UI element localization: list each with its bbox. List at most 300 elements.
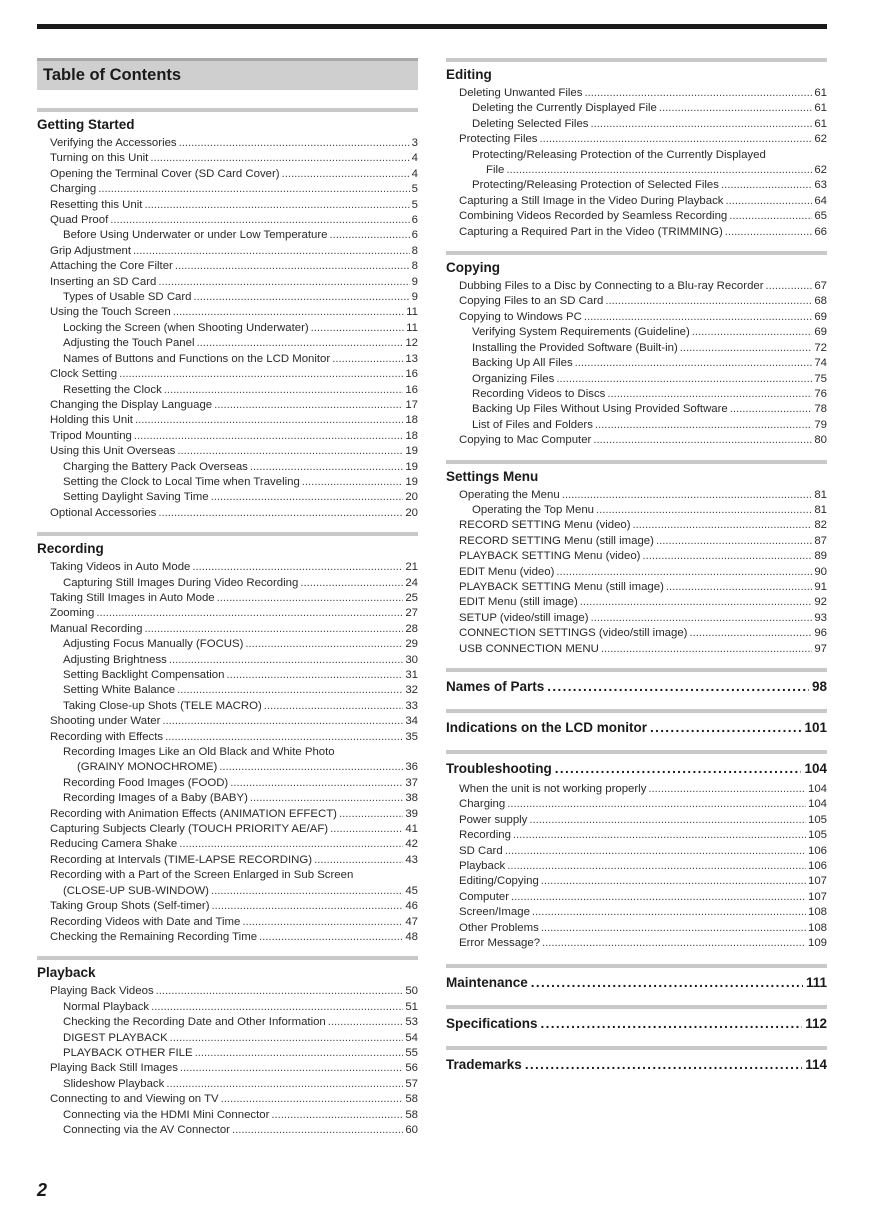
entry-label: Recording Images of a Baby (BABY) [63, 792, 248, 805]
entry-page: 65 [814, 210, 827, 223]
entry-label: Adjusting the Touch Panel [63, 337, 195, 350]
entry-label: Operating the Top Menu [472, 503, 595, 516]
toc-entry[interactable] [459, 101, 827, 116]
entry-label: Recording at Intervals (TIME-LAPSE RECORDING) [50, 853, 313, 866]
entry-page: 19 [405, 475, 418, 488]
leader-dots [179, 136, 410, 151]
toc-entry[interactable] [459, 580, 827, 595]
toc-entry[interactable] [459, 518, 827, 533]
toc-entry[interactable] [459, 844, 827, 859]
toc-entry[interactable] [50, 760, 418, 775]
entry-page: 108 [807, 921, 827, 934]
leader-dots [110, 213, 409, 228]
entry-label: Taking Close-up Shots (TELE MACRO) [63, 699, 262, 712]
toc-entry[interactable] [459, 194, 827, 209]
entry-page: 96 [814, 627, 827, 640]
toc-entry[interactable] [50, 244, 418, 259]
toc-entry[interactable] [459, 402, 827, 417]
entry-label: Connecting via the HDMI Mini Connector [63, 1108, 270, 1121]
section-entries [446, 86, 827, 240]
toc-entry[interactable] [459, 859, 827, 874]
entry-page: 8 [411, 244, 418, 257]
toc-entry[interactable] [50, 1031, 418, 1046]
toc-entry[interactable] [50, 1077, 418, 1092]
entry-page: 104 [807, 783, 827, 795]
entry-label: Recording with Animation Effects (ANIMATION EFFECT) [50, 807, 337, 820]
entry-page: 66 [814, 225, 827, 238]
entry-page: 69 [814, 310, 827, 323]
entry-page: 9 [411, 275, 418, 288]
leader-dots [195, 1046, 404, 1061]
entry-label: Names of Buttons and Functions on the LCD Monitor [63, 352, 331, 365]
leader-dots [580, 595, 813, 610]
toc-entry[interactable] [50, 290, 418, 305]
toc-entry[interactable] [459, 874, 827, 889]
leader-dots [144, 198, 409, 213]
entry-page: 29 [405, 638, 418, 651]
entry-label: Setting Backlight Compensation [63, 669, 225, 681]
toc-entry[interactable] [50, 275, 418, 290]
leader-dots [666, 580, 812, 595]
toc-entry[interactable] [459, 372, 827, 387]
entry-page: 5 [411, 198, 418, 211]
leader-dots [219, 760, 403, 775]
topic-label: Trademarks [446, 1057, 522, 1073]
entry-label: Charging [459, 798, 506, 811]
entry-label: Reducing Camera Shake [50, 838, 178, 851]
entry-label: Copying Files to an SD Card [459, 295, 604, 308]
toc-entry[interactable] [459, 782, 827, 797]
toc-entry[interactable] [459, 642, 827, 657]
leader-dots [329, 228, 409, 243]
entry-page: 74 [814, 357, 827, 370]
entry-label: (CLOSE-UP SUB-WINDOW) [63, 884, 209, 897]
toc-entry[interactable] [50, 1092, 418, 1107]
section-heading[interactable]: Settings Menu [446, 460, 827, 484]
toc-entry[interactable] [50, 336, 418, 351]
leader-dots [542, 936, 806, 951]
entry-page: 16 [405, 368, 418, 381]
entry-label: Attaching the Core Filter [50, 260, 173, 273]
entry-label: Screen/Image [459, 906, 530, 919]
entry-page: 34 [405, 715, 418, 728]
entry-label: (GRAINY MONOCHROME) [77, 761, 218, 774]
toc-section [37, 532, 418, 945]
entry-label: CONNECTION SETTINGS (video/still image) [459, 627, 688, 640]
toc-entry[interactable] [459, 905, 827, 920]
entry-label: Capturing Still Images During Video Recording [63, 576, 299, 589]
leader-dots [165, 730, 403, 745]
entry-label: Tripod Mounting [50, 429, 132, 442]
entry-page: 60 [405, 1123, 418, 1136]
entry-page: 81 [814, 503, 827, 516]
toc-entry[interactable] [459, 279, 827, 294]
toc-entry[interactable] [50, 490, 418, 505]
entry-label: Charging [50, 183, 97, 196]
entry-page: 106 [807, 860, 827, 873]
toc-entry[interactable] [50, 444, 418, 459]
toc-entry[interactable] [459, 433, 827, 448]
right-topics-b [446, 964, 827, 1072]
entry-label: Other Problems [459, 921, 539, 934]
entry-label: Types of Usable SD Card [63, 291, 192, 304]
toc-entry[interactable] [50, 1123, 418, 1138]
toc-entry[interactable] [459, 936, 827, 951]
toc-entry[interactable] [50, 915, 418, 930]
entry-label: Changing the Display Language [50, 398, 213, 411]
entry-label: Playback [459, 860, 506, 873]
leader-dots [96, 606, 403, 621]
toc-entry[interactable] [50, 984, 418, 999]
toc-entry[interactable] [50, 606, 418, 621]
toc-topic[interactable] [446, 709, 827, 735]
entry-page: 16 [405, 383, 418, 396]
toc-entry[interactable] [50, 398, 418, 413]
toc-entry[interactable] [50, 930, 418, 945]
toc-entry[interactable] [50, 1108, 418, 1123]
leader-dots [166, 1077, 403, 1092]
toc-entry[interactable] [50, 136, 418, 151]
toc-entry[interactable] [50, 305, 418, 320]
entry-label: SETUP (video/still image) [459, 611, 589, 624]
entry-label: Capturing a Still Image in the Video During Playback [459, 194, 724, 207]
section-entries [37, 560, 418, 945]
entry-label: Taking Videos in Auto Mode [50, 561, 191, 574]
entry-page: 51 [405, 1000, 418, 1013]
topic-page: 112 [805, 1016, 827, 1032]
entry-label: Recording Videos with Date and Time [50, 915, 241, 928]
right-sections [446, 58, 827, 657]
toc-entry[interactable] [50, 506, 418, 521]
toc-entry[interactable] [50, 228, 418, 243]
leader-dots [562, 488, 813, 503]
entry-page: 54 [405, 1031, 418, 1044]
entry-label: Setting the Clock to Local Time when Traveling [63, 475, 300, 488]
entry-page: 58 [405, 1093, 418, 1106]
entry-label: DIGEST PLAYBACK [63, 1031, 168, 1044]
entry-label: SD Card [459, 844, 503, 857]
entry-label: Recording Food Images (FOOD) [63, 776, 229, 789]
toc-entry[interactable] [459, 595, 827, 610]
leader-dots [300, 576, 403, 591]
leader-dots [593, 433, 812, 448]
toc-entry[interactable] [459, 611, 827, 626]
leader-dots [541, 1016, 803, 1031]
toc-entry[interactable] [459, 209, 827, 224]
topic-label: Names of Parts [446, 679, 545, 694]
entry-page: 92 [814, 596, 827, 609]
leader-dots [271, 1108, 403, 1123]
toc-section [446, 251, 827, 448]
section-heading[interactable]: Editing [446, 58, 827, 82]
toc-entry[interactable] [50, 637, 418, 652]
section-heading[interactable]: Recording [37, 532, 418, 556]
toc-entry[interactable] [50, 475, 418, 490]
leader-dots [179, 837, 403, 852]
entry-label: Opening the Terminal Cover (SD Card Cover) [50, 167, 280, 180]
entry-label: Recording with Effects [50, 730, 164, 743]
entry-page: 72 [814, 341, 827, 354]
entry-label: Capturing Subjects Clearly (TOUCH PRIORITY AE/AF) [50, 823, 329, 836]
toc-entry[interactable] [50, 198, 418, 213]
leader-dots [156, 984, 404, 999]
topic-page: 101 [804, 720, 827, 735]
toc-entry[interactable] [50, 213, 418, 228]
toc-entry[interactable] [50, 167, 418, 182]
entry-page: 89 [814, 550, 827, 563]
leader-dots [584, 86, 812, 101]
toc-entry[interactable] [459, 148, 827, 163]
entry-label: Connecting to and Viewing on TV [50, 1093, 219, 1106]
toc-entry[interactable] [50, 776, 418, 791]
toc-entry[interactable] [459, 565, 827, 580]
toc-entry[interactable] [459, 626, 827, 641]
toc-entry[interactable] [459, 310, 827, 325]
entry-label: Copying to Windows PC [459, 310, 582, 323]
toc-entry[interactable] [50, 321, 418, 336]
leader-dots [507, 859, 806, 874]
entry-label: When the unit is not working properly [459, 783, 647, 795]
entry-page: 21 [405, 561, 418, 574]
leader-dots [282, 167, 410, 182]
entry-label: Manual Recording [50, 622, 143, 635]
entry-page: 68 [814, 295, 827, 308]
entry-label: Protecting/Releasing Protection of the Currently Displayed [472, 148, 766, 161]
entry-page: 31 [405, 669, 418, 681]
entry-page: 20 [405, 506, 418, 519]
toc-entry[interactable] [459, 117, 827, 132]
leader-dots [245, 637, 403, 652]
leader-dots [177, 683, 403, 698]
leader-dots [211, 490, 404, 505]
toc-entry[interactable] [459, 294, 827, 309]
entry-label: Deleting Selected Files [472, 117, 589, 130]
entry-page: 4 [411, 167, 418, 180]
toc-entry[interactable] [50, 653, 418, 668]
leader-dots [607, 387, 812, 402]
toc-entry[interactable] [459, 488, 827, 503]
entry-page: 45 [405, 884, 418, 897]
toc-entry[interactable] [50, 367, 418, 382]
entry-label: Verifying the Accessories [50, 137, 177, 149]
toc-entry[interactable] [459, 86, 827, 101]
toc-entry[interactable] [459, 132, 827, 147]
leader-dots [725, 194, 812, 209]
toc-section [37, 108, 418, 521]
toc-entry[interactable] [50, 1015, 418, 1030]
toc-topic[interactable] [446, 1005, 827, 1031]
leader-dots [507, 797, 806, 812]
right-column [446, 58, 827, 1087]
leader-dots [330, 822, 403, 837]
leader-dots [164, 383, 404, 398]
toc-entry[interactable] [50, 853, 418, 868]
toc-entry[interactable] [50, 576, 418, 591]
entry-label: Verifying System Requirements (Guideline) [472, 326, 690, 339]
leader-dots [547, 679, 809, 694]
entry-label: Combining Videos Recorded by Seamless Recording [459, 210, 728, 223]
toc-topic[interactable] [446, 964, 827, 990]
toc-entry[interactable] [459, 225, 827, 240]
toc-entry[interactable] [50, 714, 418, 729]
entry-label: Using the Touch Screen [50, 306, 171, 319]
toc-entry[interactable] [50, 807, 418, 822]
toc-entry[interactable] [50, 352, 418, 367]
entry-page: 108 [807, 906, 827, 919]
entry-label: Computer [459, 890, 510, 903]
entry-page: 32 [405, 684, 418, 697]
entry-page: 36 [405, 761, 418, 774]
entry-label: Holding this Unit [50, 414, 133, 427]
entry-page: 97 [814, 642, 827, 655]
toc-entry[interactable] [50, 822, 418, 837]
toc-entry[interactable] [50, 560, 418, 575]
toc-entry[interactable] [50, 413, 418, 428]
entry-page: 79 [814, 418, 827, 431]
entry-label: Backing Up All Files [472, 357, 573, 370]
entry-page: 55 [405, 1046, 418, 1059]
entry-page: 19 [405, 445, 418, 458]
right-topics-a [446, 668, 827, 735]
toc-entry[interactable] [50, 899, 418, 914]
leader-dots [725, 225, 813, 240]
toc-entry[interactable] [50, 868, 418, 883]
toc-entry[interactable] [50, 1046, 418, 1061]
leader-dots [192, 560, 403, 575]
entry-label: Using this Unit Overseas [50, 445, 176, 458]
entry-page: 17 [405, 398, 418, 411]
toc-entry[interactable] [50, 182, 418, 197]
leader-dots [595, 418, 812, 433]
toc-topic[interactable] [446, 1046, 827, 1072]
toc-entry[interactable] [459, 813, 827, 828]
leader-dots [729, 209, 812, 224]
toc-entry[interactable] [459, 387, 827, 402]
toc-topic[interactable] [446, 668, 827, 694]
entry-page: 87 [814, 534, 827, 547]
toc-entry[interactable] [50, 745, 418, 760]
troubleshooting-heading[interactable] [446, 750, 827, 776]
entry-page: 64 [814, 194, 827, 207]
toc-entry[interactable] [50, 668, 418, 683]
toc-entry[interactable] [459, 163, 827, 178]
toc-entry[interactable] [50, 683, 418, 698]
toc-entry[interactable] [50, 699, 418, 714]
entry-page: 61 [814, 102, 827, 115]
entry-page: 53 [405, 1016, 418, 1029]
leader-dots [158, 506, 403, 521]
leader-dots [531, 975, 803, 990]
toc-entry[interactable] [50, 151, 418, 166]
leader-dots [173, 305, 404, 320]
leader-dots [197, 336, 404, 351]
leader-dots [556, 565, 812, 580]
leader-dots [532, 905, 806, 920]
leader-dots [556, 372, 812, 387]
entry-label: Checking the Recording Date and Other Information [63, 1016, 326, 1029]
entry-page: 18 [405, 414, 418, 427]
toc-entry[interactable] [50, 622, 418, 637]
toc-entry[interactable] [50, 884, 418, 899]
toc-entry[interactable] [459, 325, 827, 340]
leader-dots [250, 460, 403, 475]
entry-label: Deleting Unwanted Files [459, 87, 583, 99]
toc-entry[interactable] [50, 1000, 418, 1015]
entry-label: Backing Up Files Without Using Provided Software [472, 403, 728, 416]
entry-page: 93 [814, 611, 827, 624]
toc-entry[interactable] [50, 383, 418, 398]
toc-entry[interactable] [459, 418, 827, 433]
toc-entry[interactable] [459, 890, 827, 905]
leader-dots [680, 341, 813, 356]
toc-entry[interactable] [459, 178, 827, 193]
entry-page: 104 [807, 798, 827, 811]
entry-page: 76 [814, 387, 827, 400]
leader-dots [311, 321, 405, 336]
leader-dots [133, 244, 410, 259]
entry-label: Setting Daylight Saving Time [63, 491, 209, 504]
leader-dots [656, 534, 812, 549]
entry-label: EDIT Menu (video) [459, 565, 555, 578]
entry-page: 50 [405, 985, 418, 998]
toc-entry[interactable] [459, 549, 827, 564]
entry-page: 18 [405, 429, 418, 442]
entry-page: 33 [405, 699, 418, 712]
leader-dots [170, 1031, 404, 1046]
toc-entry[interactable] [459, 828, 827, 843]
toc-entry[interactable] [50, 730, 418, 745]
entry-label: Error Message? [459, 937, 541, 950]
page-number: 2 [37, 1180, 48, 1200]
entry-label: Connecting via the AV Connector [63, 1123, 230, 1136]
entry-page: 67 [814, 280, 827, 293]
toc-entry[interactable] [459, 534, 827, 549]
toc-entry[interactable] [50, 429, 418, 444]
entry-page: 57 [405, 1077, 418, 1090]
section-heading[interactable]: Getting Started [37, 108, 418, 132]
leader-dots [221, 1092, 404, 1107]
toc-entry[interactable] [50, 591, 418, 606]
entry-label: PLAYBACK OTHER FILE [63, 1046, 193, 1059]
toc-entry[interactable] [50, 259, 418, 274]
toc-entry[interactable] [50, 791, 418, 806]
entry-page: 90 [814, 565, 827, 578]
leader-dots [314, 853, 403, 868]
top-rule [37, 24, 827, 29]
troubleshooting-section [446, 750, 827, 951]
section-heading[interactable]: Copying [446, 251, 827, 275]
toc-entry[interactable] [459, 356, 827, 371]
toc-entry[interactable] [459, 797, 827, 812]
toc-entry[interactable] [459, 921, 827, 936]
toc-entry[interactable] [50, 1061, 418, 1076]
leader-dots [605, 294, 812, 309]
section-heading[interactable]: Playback [37, 956, 418, 980]
entry-page: 80 [814, 434, 827, 447]
entry-page: 61 [814, 87, 827, 99]
toc-entry[interactable] [459, 503, 827, 518]
entry-page: 35 [405, 730, 418, 743]
entry-label: Organizing Files [472, 372, 555, 385]
toc-entry[interactable] [50, 837, 418, 852]
entry-label: Operating the Menu [459, 488, 560, 501]
page-title: Table of Contents [37, 58, 418, 90]
toc-entry[interactable] [50, 460, 418, 475]
leader-dots [642, 549, 812, 564]
leader-dots [211, 884, 403, 899]
toc-entry[interactable] [459, 341, 827, 356]
entry-label: Resetting this Unit [50, 198, 143, 211]
